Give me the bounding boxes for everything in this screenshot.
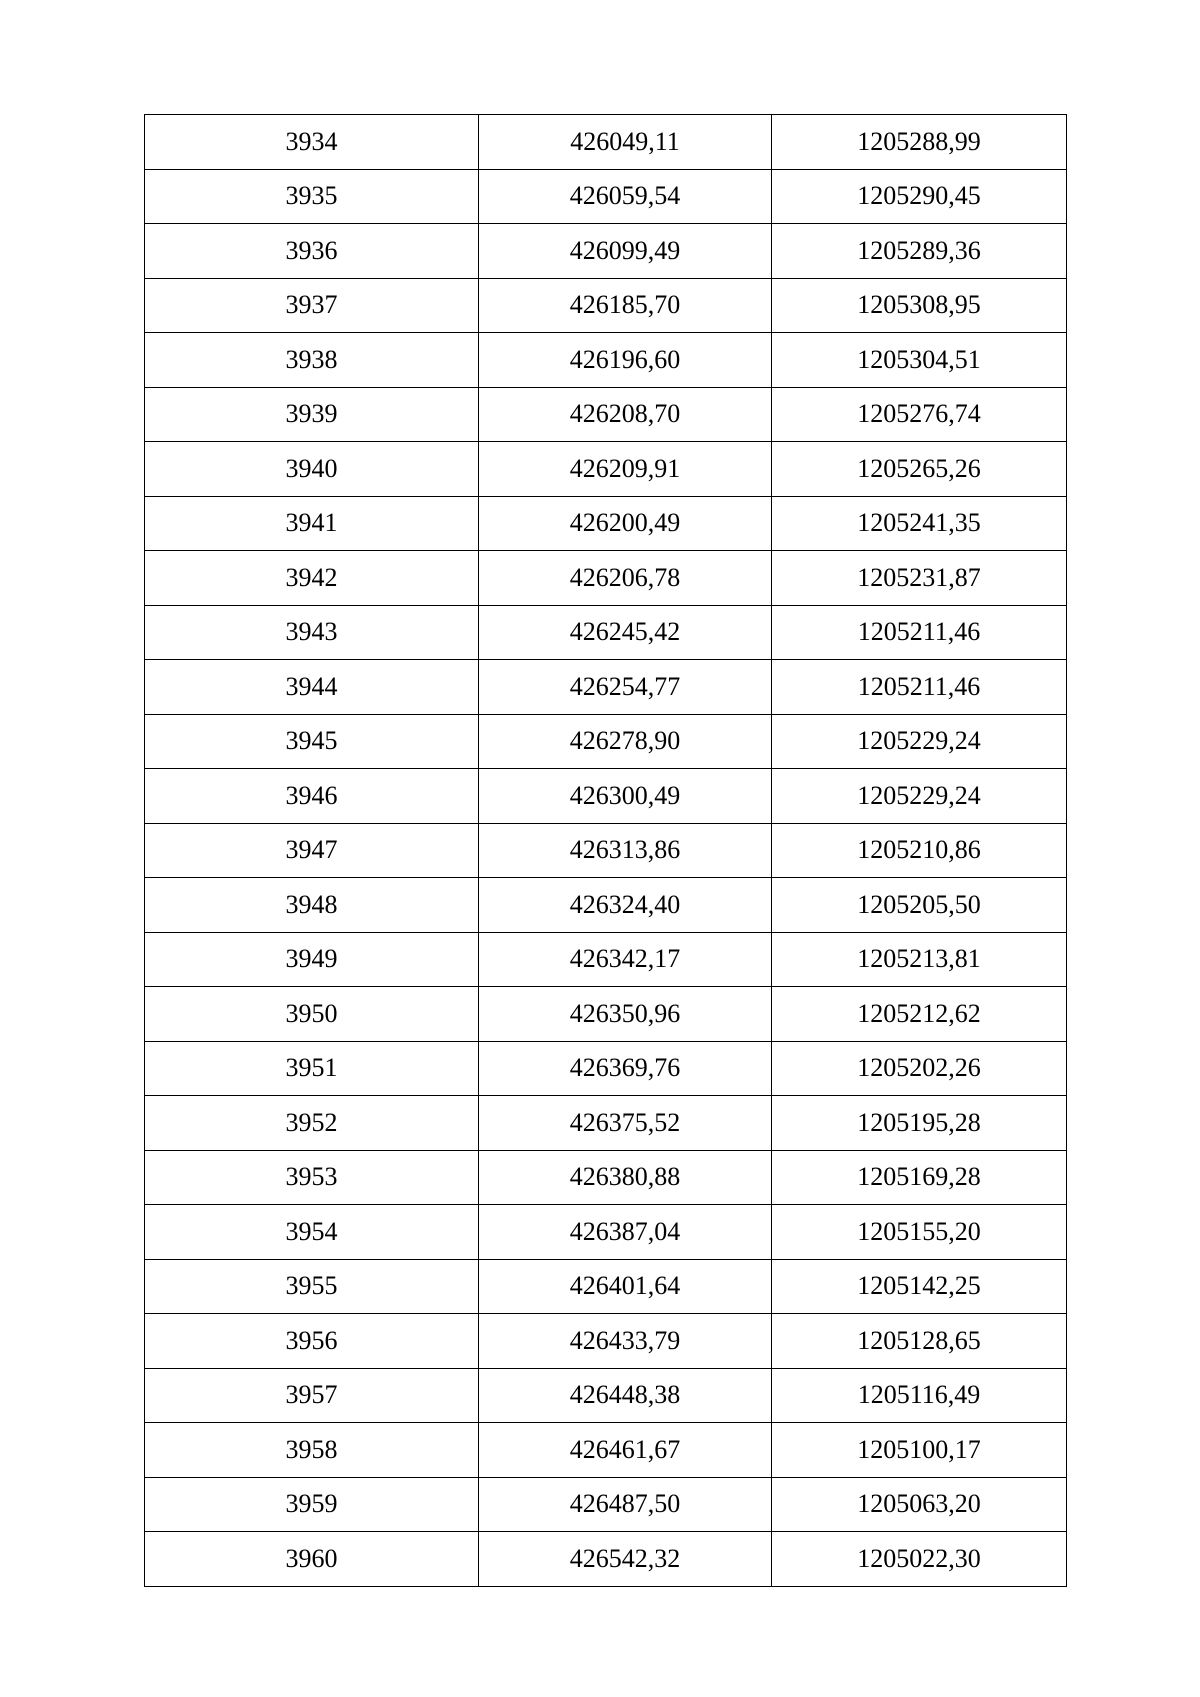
y-coordinate-cell: 1205304,51 [772, 333, 1067, 388]
x-coordinate-cell: 426350,96 [479, 987, 772, 1042]
x-coordinate-cell: 426448,38 [479, 1368, 772, 1423]
y-coordinate-cell: 1205128,65 [772, 1314, 1067, 1369]
point-number-cell: 3952 [145, 1096, 479, 1151]
table-row [145, 1477, 1067, 1532]
x-coordinate-cell: 426542,32 [479, 1532, 772, 1587]
point-number-cell: 3948 [145, 878, 479, 933]
x-coordinate-cell: 426380,88 [479, 1150, 772, 1205]
table-row [145, 1259, 1067, 1314]
point-number-cell: 3939 [145, 387, 479, 442]
y-coordinate-cell: 1205063,20 [772, 1477, 1067, 1532]
y-coordinate-cell: 1205211,46 [772, 605, 1067, 660]
point-number-cell: 3936 [145, 224, 479, 279]
y-coordinate-cell: 1205308,95 [772, 278, 1067, 333]
point-number-cell: 3957 [145, 1368, 479, 1423]
point-number-cell: 3958 [145, 1423, 479, 1478]
y-coordinate-cell: 1205288,99 [772, 115, 1067, 170]
y-coordinate-cell: 1205211,46 [772, 660, 1067, 715]
y-coordinate-cell: 1205229,24 [772, 769, 1067, 824]
point-number-cell: 3934 [145, 115, 479, 170]
table-row [145, 1096, 1067, 1151]
y-coordinate-cell: 1205205,50 [772, 878, 1067, 933]
x-coordinate-cell: 426313,86 [479, 823, 772, 878]
x-coordinate-cell: 426049,11 [479, 115, 772, 170]
point-number-cell: 3942 [145, 551, 479, 606]
y-coordinate-cell: 1205212,62 [772, 987, 1067, 1042]
point-number-cell: 3956 [145, 1314, 479, 1369]
point-number-cell: 3944 [145, 660, 479, 715]
point-number-cell: 3955 [145, 1259, 479, 1314]
table-row [145, 169, 1067, 224]
y-coordinate-cell: 1205229,24 [772, 714, 1067, 769]
y-coordinate-cell: 1205213,81 [772, 932, 1067, 987]
y-coordinate-cell: 1205210,86 [772, 823, 1067, 878]
y-coordinate-cell: 1205100,17 [772, 1423, 1067, 1478]
table-row [145, 1150, 1067, 1205]
table-row [145, 333, 1067, 388]
y-coordinate-cell: 1205155,20 [772, 1205, 1067, 1260]
y-coordinate-cell: 1205195,28 [772, 1096, 1067, 1151]
point-number-cell: 3950 [145, 987, 479, 1042]
point-number-cell: 3940 [145, 442, 479, 497]
table-row [145, 1532, 1067, 1587]
y-coordinate-cell: 1205231,87 [772, 551, 1067, 606]
point-number-cell: 3946 [145, 769, 479, 824]
point-number-cell: 3953 [145, 1150, 479, 1205]
point-number-cell: 3947 [145, 823, 479, 878]
x-coordinate-cell: 426209,91 [479, 442, 772, 497]
x-coordinate-cell: 426185,70 [479, 278, 772, 333]
x-coordinate-cell: 426059,54 [479, 169, 772, 224]
coordinates-table [144, 114, 1067, 1587]
x-coordinate-cell: 426099,49 [479, 224, 772, 279]
y-coordinate-cell: 1205265,26 [772, 442, 1067, 497]
x-coordinate-cell: 426278,90 [479, 714, 772, 769]
y-coordinate-cell: 1205290,45 [772, 169, 1067, 224]
x-coordinate-cell: 426401,64 [479, 1259, 772, 1314]
point-number-cell: 3951 [145, 1041, 479, 1096]
y-coordinate-cell: 1205276,74 [772, 387, 1067, 442]
y-coordinate-cell: 1205241,35 [772, 496, 1067, 551]
x-coordinate-cell: 426245,42 [479, 605, 772, 660]
y-coordinate-cell: 1205289,36 [772, 224, 1067, 279]
y-coordinate-cell: 1205142,25 [772, 1259, 1067, 1314]
table-row [145, 932, 1067, 987]
table-row [145, 660, 1067, 715]
x-coordinate-cell: 426487,50 [479, 1477, 772, 1532]
table-row [145, 278, 1067, 333]
x-coordinate-cell: 426369,76 [479, 1041, 772, 1096]
y-coordinate-cell: 1205169,28 [772, 1150, 1067, 1205]
table-row [145, 1041, 1067, 1096]
point-number-cell: 3938 [145, 333, 479, 388]
x-coordinate-cell: 426342,17 [479, 932, 772, 987]
x-coordinate-cell: 426433,79 [479, 1314, 772, 1369]
y-coordinate-cell: 1205116,49 [772, 1368, 1067, 1423]
point-number-cell: 3960 [145, 1532, 479, 1587]
x-coordinate-cell: 426208,70 [479, 387, 772, 442]
table-row [145, 551, 1067, 606]
point-number-cell: 3954 [145, 1205, 479, 1260]
table-row [145, 878, 1067, 933]
table-row [145, 115, 1067, 170]
table-row [145, 987, 1067, 1042]
point-number-cell: 3935 [145, 169, 479, 224]
table-row [145, 1314, 1067, 1369]
table-row [145, 769, 1067, 824]
x-coordinate-cell: 426461,67 [479, 1423, 772, 1478]
table-row [145, 442, 1067, 497]
point-number-cell: 3937 [145, 278, 479, 333]
point-number-cell: 3959 [145, 1477, 479, 1532]
coordinates-table-body [145, 115, 1067, 1587]
x-coordinate-cell: 426324,40 [479, 878, 772, 933]
table-row [145, 1423, 1067, 1478]
x-coordinate-cell: 426300,49 [479, 769, 772, 824]
table-row [145, 714, 1067, 769]
x-coordinate-cell: 426200,49 [479, 496, 772, 551]
y-coordinate-cell: 1205202,26 [772, 1041, 1067, 1096]
x-coordinate-cell: 426254,77 [479, 660, 772, 715]
point-number-cell: 3941 [145, 496, 479, 551]
table-row [145, 1205, 1067, 1260]
table-row [145, 605, 1067, 660]
x-coordinate-cell: 426196,60 [479, 333, 772, 388]
table-row [145, 387, 1067, 442]
point-number-cell: 3949 [145, 932, 479, 987]
table-row [145, 823, 1067, 878]
x-coordinate-cell: 426387,04 [479, 1205, 772, 1260]
table-row [145, 1368, 1067, 1423]
point-number-cell: 3943 [145, 605, 479, 660]
table-row [145, 224, 1067, 279]
x-coordinate-cell: 426206,78 [479, 551, 772, 606]
point-number-cell: 3945 [145, 714, 479, 769]
table-row [145, 496, 1067, 551]
y-coordinate-cell: 1205022,30 [772, 1532, 1067, 1587]
x-coordinate-cell: 426375,52 [479, 1096, 772, 1151]
